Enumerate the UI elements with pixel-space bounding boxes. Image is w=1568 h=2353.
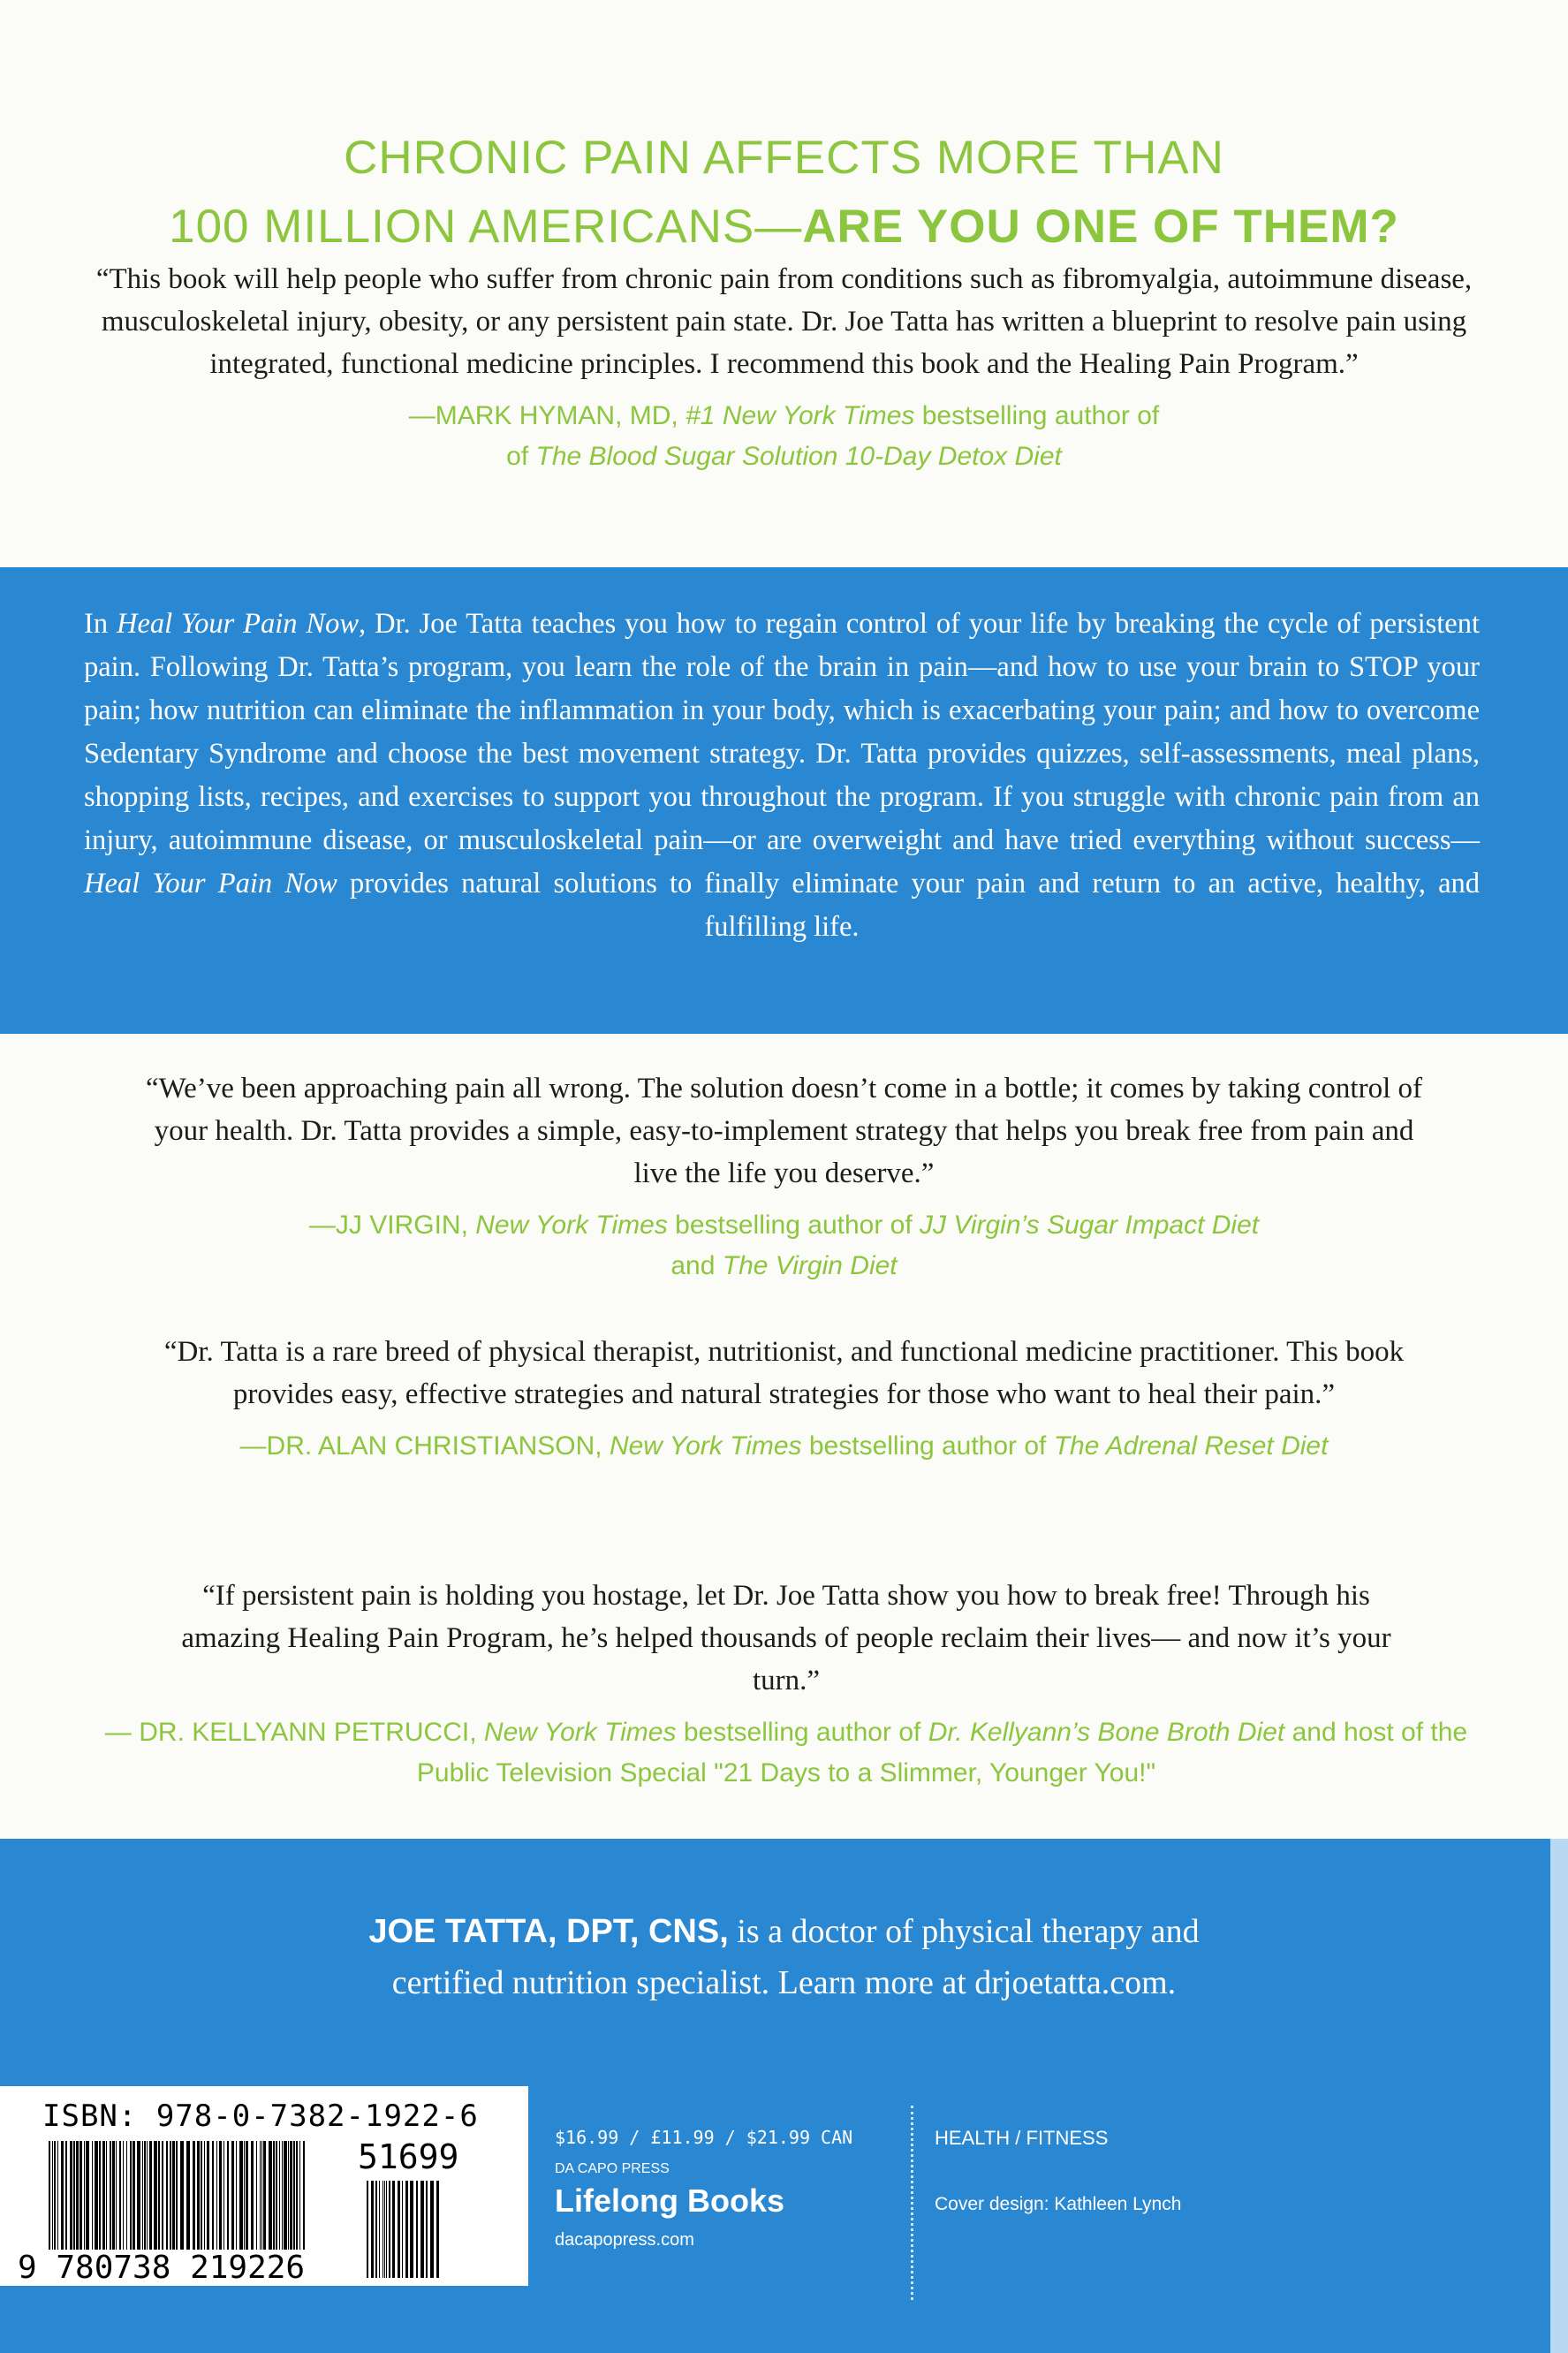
barcode-bar — [216, 2141, 217, 2251]
endorsement-christianson — [159, 1331, 1409, 1467]
barcode-bar — [144, 2141, 146, 2251]
barcode-bar — [130, 2141, 132, 2251]
barcode-bar — [430, 2181, 434, 2278]
attr-rank: #1 — [686, 401, 716, 430]
headline-line2-light: 100 MILLION AMERICANS— — [169, 201, 803, 253]
attr-pub: New York Times — [722, 401, 915, 430]
attribution-christianson: —DR. ALAN CHRISTIANSON, New York Times bestselling author of The Adrenal Reset Diet — [239, 1431, 1329, 1461]
barcode-bar — [123, 2141, 124, 2251]
barcode-bar — [290, 2141, 292, 2251]
barcode-bar — [154, 2141, 157, 2251]
barcode-bar — [371, 2181, 374, 2278]
barcode-bar — [386, 2181, 387, 2278]
barcode-bar — [102, 2141, 105, 2251]
cover-credit: Cover design: Kathleen Lynch — [935, 2194, 1182, 2214]
barcode-bar — [106, 2141, 107, 2251]
barcode-bar — [398, 2181, 400, 2278]
price: $16.99 / £11.99 / $21.99 CAN — [555, 2127, 853, 2148]
barcode-bar — [299, 2141, 300, 2251]
barcode-bar — [251, 2141, 254, 2251]
edge-strip — [1550, 1839, 1568, 2353]
barcode-bar — [273, 2141, 275, 2251]
quote-christianson: “Dr. Tatta is a rare breed of physical therapist, nutritionist, and functional medicine practitioner. This book provides easy, effective strategies and natural strategies for those who want to heal their pain.” — [163, 1336, 1405, 1410]
barcode-bar — [137, 2141, 140, 2251]
barcode-bar — [92, 2141, 93, 2251]
barcode-bar — [142, 2141, 143, 2251]
barcode-bar — [197, 2141, 200, 2251]
barcode-bar — [126, 2141, 127, 2251]
endorsement-hyman — [93, 258, 1475, 477]
isbn-text: ISBN: 978-0-7382-1922-6 — [42, 2099, 479, 2134]
headline-line2-bold: ARE YOU ONE OF THEM? — [802, 201, 1399, 253]
imprint: DA CAPO PRESS — [555, 2161, 670, 2176]
quote-virgin: “We’ve been approaching pain all wrong. The solution doesn’t come in a bottle; it comes by taking control of your health. Dr. Tatta provides a simple, easy-to-implement strategy that helps you break free from pain and live the life you deserve.” — [146, 1073, 1422, 1189]
barcode-bar — [223, 2141, 224, 2251]
barcode-bar — [65, 2141, 67, 2251]
barcode-bar — [293, 2141, 295, 2251]
barcode-bar — [436, 2181, 439, 2278]
barcode-label — [0, 2086, 528, 2286]
barcode-bar — [416, 2181, 418, 2278]
barcode-bar — [244, 2141, 245, 2251]
headline-line1: CHRONIC PAIN AFFECTS MORE THAN — [344, 132, 1224, 184]
barcode-bar — [57, 2141, 58, 2251]
quote-hyman: “This book will help people who suffer from chronic pain from conditions such as fibromyalgia, autoimmune disease, musculoskeletal injury, obesity, or any persistent pain state. Dr. Joe Tatta has written a blueprint to resolve pain using integrated, functional medicine principles. I recommend this book and the Healing Pain Program.” — [95, 263, 1473, 380]
barcode-bar — [119, 2141, 121, 2251]
barcode-bar — [410, 2181, 413, 2278]
ean-digits: 9 780738 219226 — [18, 2250, 306, 2286]
barcode-bar — [269, 2141, 272, 2251]
barcode-bar — [261, 2141, 262, 2251]
quote-petrucci: “If persistent pain is holding you hostage, let Dr. Joe Tatta show you how to break free! Through his amazing Healing Pain Program, he’s helped thousands of people reclaim their lives— and now it’s your turn.” — [181, 1580, 1391, 1696]
attr-desc: bestselling author of — [921, 401, 1160, 430]
barcode-bar — [375, 2181, 377, 2278]
barcode-bar — [426, 2181, 428, 2278]
barcode-bar — [231, 2141, 234, 2251]
divider — [911, 2106, 913, 2300]
barcode-bar — [73, 2141, 75, 2251]
barcode-bar — [172, 2141, 175, 2251]
barcode-bar — [263, 2141, 266, 2251]
barcode-bar — [246, 2141, 248, 2251]
barcode-bar — [384, 2181, 385, 2278]
barcode-bar — [70, 2141, 72, 2251]
barcode-bar — [49, 2141, 50, 2251]
barcode-bar — [147, 2141, 148, 2251]
barcode-bar — [54, 2141, 56, 2251]
addon-digits: 51699 — [358, 2137, 459, 2176]
publisher-url: dacapopress.com — [555, 2230, 694, 2250]
barcode-bar — [176, 2141, 178, 2251]
barcode-bar — [99, 2141, 101, 2251]
barcode-bar — [80, 2141, 82, 2251]
barcode-bar — [133, 2141, 135, 2251]
attr-book: The Blood Sugar Solution 10-Day Detox Diet — [535, 442, 1062, 471]
barcode-bar — [166, 2141, 168, 2251]
barcode-bar — [239, 2141, 243, 2251]
barcode-bar — [420, 2181, 424, 2278]
book-description: In Heal Your Pain Now, Dr. Joe Tatta teaches you how to regain control of your life by breaking the cycle of persistent pain. Following Dr. Tatta’s program, you learn the role of the brain in pain—and how to use your brain to STOP your pain; how nutrition can eliminate the inflammation in your body, which is exacerbating your pain; and how to overcome Sedentary Syndrome and choose the best movement strategy. Dr. Tatta provides quizzes, self-assessments, meal plans, shopping lists, recipes, and exercises to support you throughout the program. If you struggle with chronic pain from an injury, autoimmune disease, or musculoskeletal pain—or are overweight and have tried everything without success—Heal Your Pain Now provides natural solutions to finally eliminate your pain and return to an active, healthy, and fulfilling life. — [84, 608, 1480, 943]
barcode-bar — [236, 2141, 237, 2251]
barcode-bar — [276, 2141, 277, 2251]
barcode-bar — [367, 2181, 368, 2278]
barcode-bar — [204, 2141, 205, 2251]
barcode-bar — [84, 2141, 85, 2251]
endorsement-virgin — [133, 1067, 1435, 1287]
headline — [0, 124, 1568, 262]
attr-name: —MARK HYMAN, MD, — [408, 401, 678, 430]
barcode-bar — [158, 2141, 160, 2251]
barcode-bar — [95, 2141, 98, 2251]
barcode-bar — [212, 2141, 214, 2251]
barcode-bar — [389, 2181, 390, 2278]
barcode-bar — [405, 2181, 408, 2278]
barcode-bar — [52, 2141, 53, 2251]
barcode-bar — [227, 2141, 229, 2251]
barcode-bar — [116, 2141, 117, 2251]
barcode-bar — [279, 2141, 280, 2251]
barcode-bar — [256, 2141, 257, 2251]
barcode-bar — [193, 2141, 195, 2251]
barcode-bar — [260, 2141, 261, 2251]
barcode-bar — [282, 2141, 283, 2251]
barcode-bar — [288, 2141, 289, 2251]
barcode-bar — [392, 2181, 395, 2278]
barcode-bar — [112, 2141, 115, 2251]
barcode-bar — [180, 2141, 184, 2251]
barcode-bar — [61, 2141, 64, 2251]
barcode-bar — [110, 2141, 111, 2251]
endorsement-petrucci — [97, 1575, 1475, 1794]
barcode-bar — [402, 2181, 403, 2278]
barcode-bar — [76, 2141, 79, 2251]
attribution-hyman: —MARK HYMAN, MD, #1 New York Times bestselling author of of The Blood Sugar Solution 10-Day Detox Diet — [408, 401, 1160, 471]
attribution-virgin: —JJ VIRGIN, New York Times bestselling author of JJ Virgin’s Sugar Impact Diet and The Virgin Diet — [308, 1211, 1260, 1280]
barcode-bar — [296, 2141, 298, 2251]
barcode-bar — [207, 2141, 209, 2251]
description-band — [0, 567, 1568, 1034]
book-title: Heal Your Pain Now — [116, 608, 360, 640]
attribution-petrucci: — DR. KELLYANN PETRUCCI, New York Times bestselling author of Dr. Kellyann’s Bone Broth Diet and host of the Public Television Special "21 Days to a Slimmer, Younger You!" — [104, 1718, 1468, 1788]
book-title: Heal Your Pain Now — [84, 868, 337, 899]
author-bio: JOE TATTA, DPT, CNS, is a doctor of physical therapy and certified nutrition specialist. Learn more at drjoetatta.com. — [368, 1913, 1200, 2001]
barcode-bar — [201, 2141, 202, 2251]
barcode-bar — [162, 2141, 163, 2251]
barcode-bar — [186, 2141, 190, 2251]
barcode-bar — [149, 2141, 152, 2251]
barcode-bar — [284, 2141, 287, 2251]
barcode-bar — [379, 2181, 380, 2278]
publisher-brand: Lifelong Books — [555, 2182, 784, 2219]
category: HEALTH / FITNESS — [935, 2127, 1109, 2149]
barcode-bar — [219, 2141, 222, 2251]
barcode-bar — [86, 2141, 89, 2251]
barcode-bar — [170, 2141, 171, 2251]
barcode-bar — [303, 2141, 305, 2251]
